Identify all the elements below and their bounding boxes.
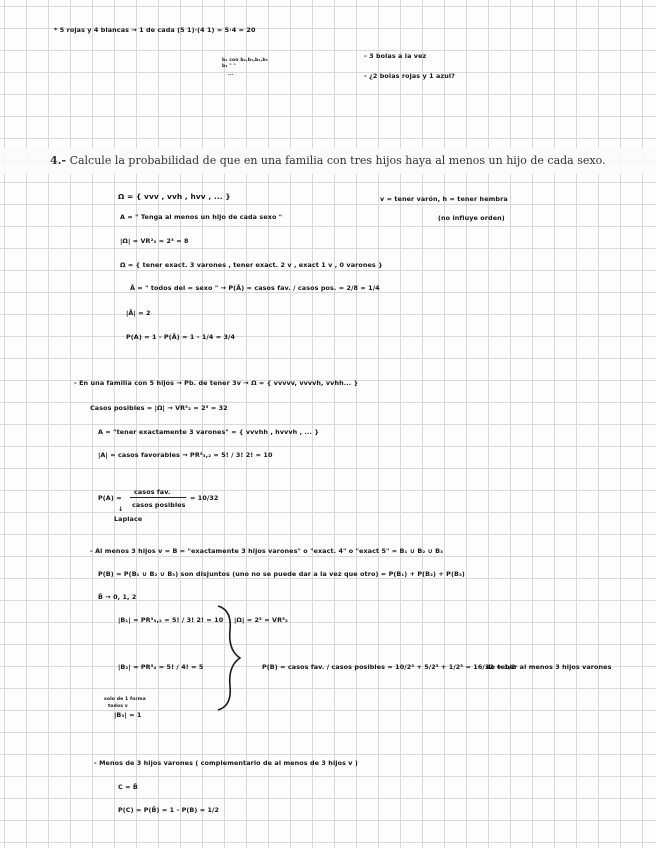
laplace-numerator: casos fav. xyxy=(134,488,171,496)
less-than-three: - Menos de 3 hijos varones ( complementario de al menos de 3 hijos v ) xyxy=(94,759,358,767)
complement-probability: Ā = " todos del = sexo " → P(Ā) = casos fav. / casos pos. = 2/8 = 1/4 xyxy=(130,284,380,292)
problem-statement xyxy=(50,154,606,167)
right-brace-icon xyxy=(214,604,244,712)
result-probability: P(A) = 1 - P(Ā) = 1 - 1/4 = 3/4 xyxy=(126,333,236,341)
top-side-note-1: - 3 bolas a la vez xyxy=(364,52,427,60)
omega-cardinality: |Ω| = VR²₃ = 2³ = 8 xyxy=(120,237,189,245)
top-side-note-2: - ¿2 bolas rojas y 1 azul? xyxy=(364,72,455,80)
omega-description: Ω = { tener exact. 3 varones , tener exact. 2 v , exact 1 v , 0 varones } xyxy=(120,261,383,269)
possible-cases: Casos posibles = |Ω| → VR⁵₂ = 2⁵ = 32 xyxy=(90,404,228,412)
fraction-bar xyxy=(130,497,186,498)
top-line-1: * 5 rojas y 4 blancas → 1 de cada (5 1)·(4 1) = 5·4 = 20 xyxy=(54,26,256,34)
laplace-label: P(A) = xyxy=(98,494,122,502)
top-note-a: b₁ con b₂,b₃,b₄,b₅ xyxy=(222,58,268,63)
sample-space: Ω = { vvv , vvh , hvv , ... } xyxy=(118,192,231,201)
laplace-denominator: casos posibles xyxy=(132,501,186,509)
event-a-cardinality: |A| = casos favorables → PR⁵₃,₂ = 5! / 3! 2! = 10 xyxy=(98,451,273,459)
event-a-five: A = "tener exactamente 3 varones" = { vvvhh , hvvvh , ... } xyxy=(98,428,320,436)
b2-cardinality: |B₂| = PR⁵₄ = 5! / 4! = 5 xyxy=(118,663,204,671)
p-c-result: P(C) = P(B̄) = 1 - P(B) = 1/2 xyxy=(118,806,219,814)
laplace-arrow: ↓ xyxy=(118,505,124,513)
b3-cardinality: |B₃| = 1 xyxy=(114,711,142,719)
at-least-three: - Al menos 3 hijos v = B = "exactamente 3 hijos varones" o "exact. 4" o "exact 5" = B₁ ∪ B₂ ∪ B₃ xyxy=(90,547,444,555)
problem-number: 4.- xyxy=(50,154,67,167)
b-complement-values: B̄ → 0, 1, 2 xyxy=(98,593,137,601)
side-note-one-way: solo de 1 forma xyxy=(104,697,146,702)
side-note-all-v: todos v xyxy=(108,704,128,709)
top-note-b: b₂ " " xyxy=(222,64,236,69)
legend-note: v = tener varón, h = tener hembra xyxy=(380,195,508,203)
omega-five-cardinality: |Ω| = 2⁵ = VR⁵₂ xyxy=(234,616,288,624)
laplace-caption: Laplace xyxy=(114,515,143,523)
p-b-result: P(B) = casos fav. / casos posibles = 10/2⁵ + 5/2⁵ + 1/2⁵ = 16/32 = 1/2 xyxy=(262,663,516,671)
complement-cardinality: |Ā| = 2 xyxy=(126,309,151,317)
problem-text: Calcule la probabilidad de que en una familia con tres hijos haya al menos un hijo de cada sexo. xyxy=(69,154,606,167)
top-note-c: ... xyxy=(228,72,234,77)
p-b-result-tail: de tener al menos 3 hijos varones xyxy=(486,663,612,671)
event-a-definition: A = " Tenga al menos un hijo de cada sexo " xyxy=(120,213,283,221)
b1-cardinality: |B₁| = PR⁵₃,₂ = 5! / 3! 2! = 10 xyxy=(118,616,224,624)
legend-note-2: (no influye orden) xyxy=(438,214,505,222)
laplace-value: = 10/32 xyxy=(190,494,219,502)
p-b-disjoint: P(B) = P(B₁ ∪ B₂ ∪ B₃) son disjuntos (uno no se puede dar a la vez que otro) = P(B₁) + P(B₂) + P(B₃) xyxy=(98,570,465,578)
c-equals-b-complement: C = B̄ xyxy=(118,783,138,791)
family-five-intro: - En una familia con 5 hijos → Pb. de tener 3v → Ω = { vvvvv, vvvvh, vvhh... } xyxy=(74,379,359,387)
